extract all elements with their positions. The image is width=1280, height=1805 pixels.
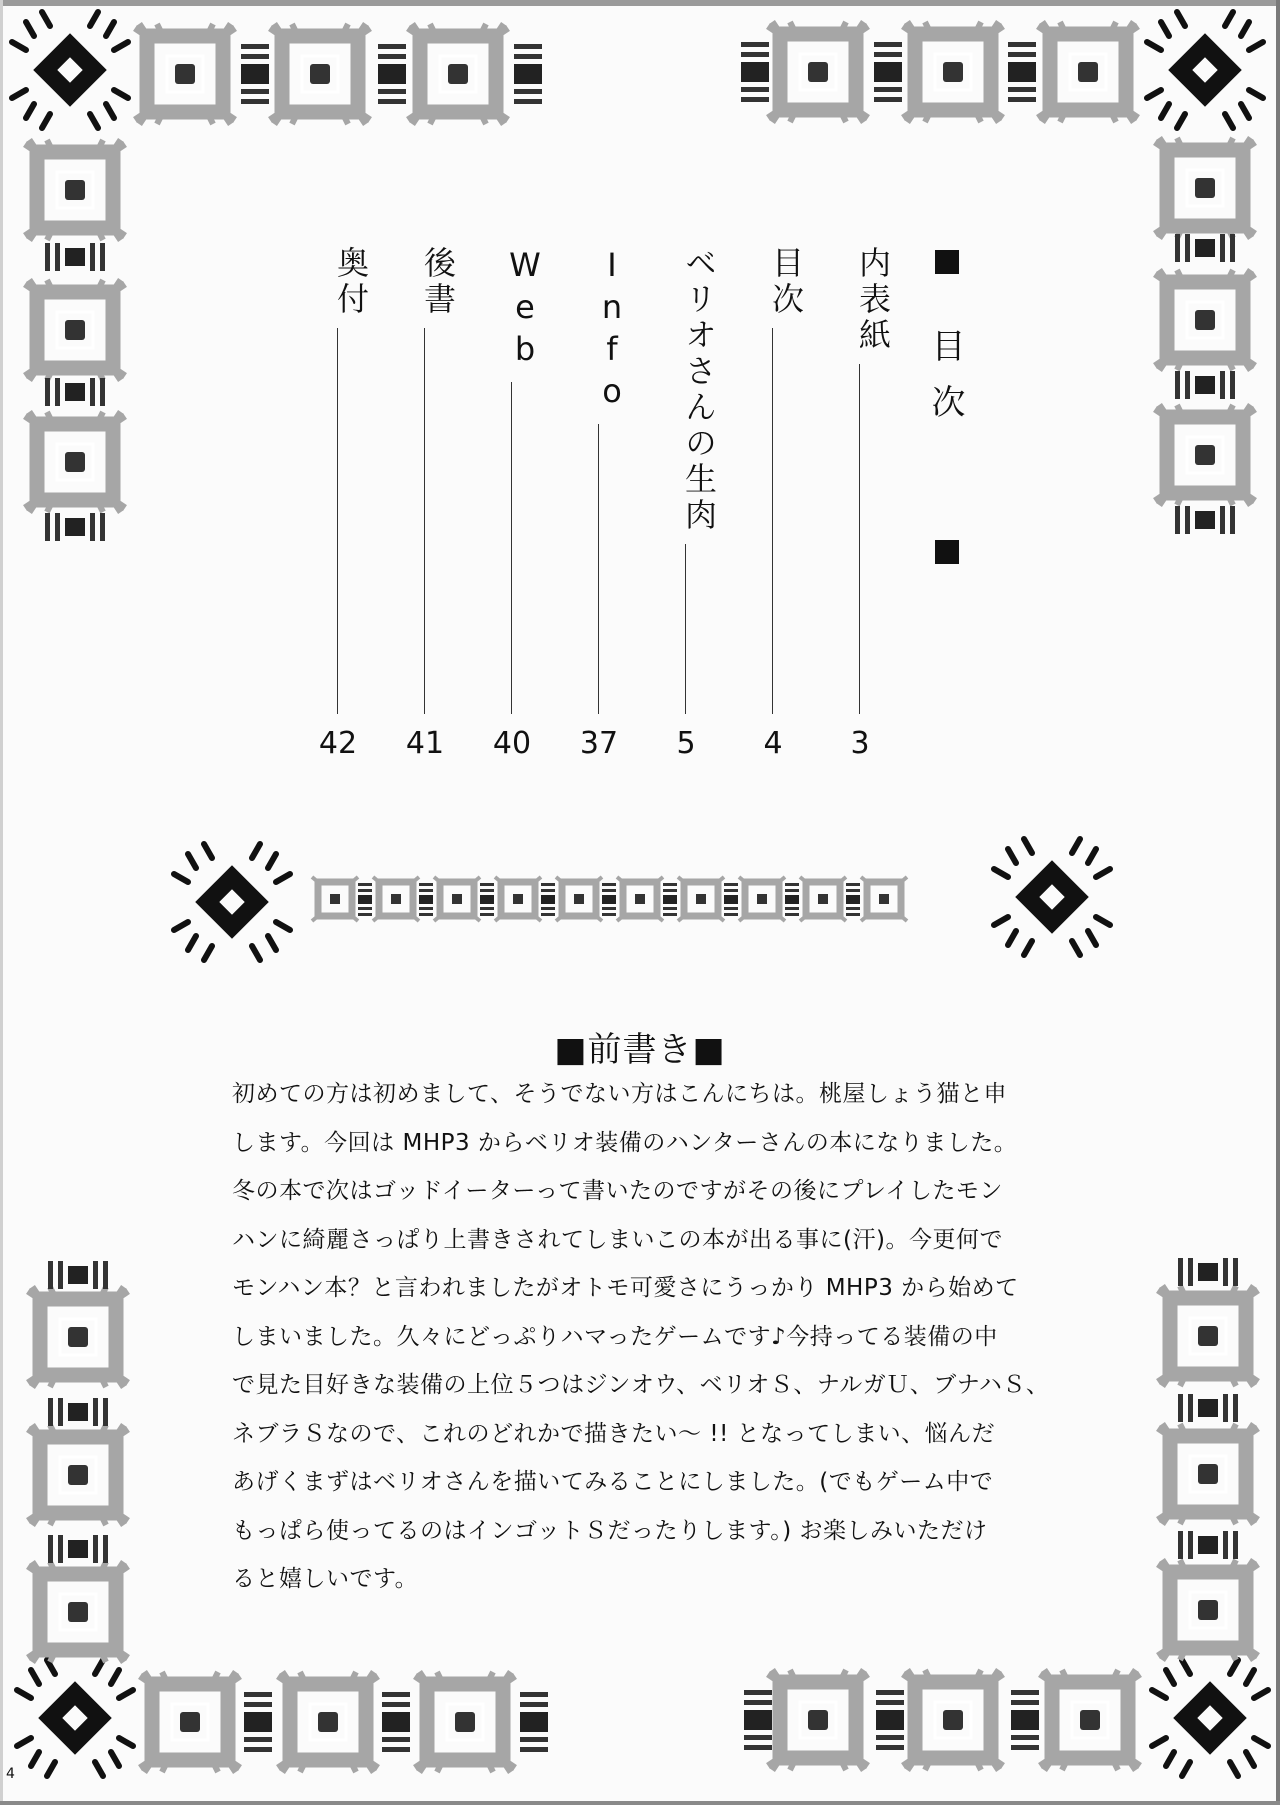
bar-pattern-ornament — [244, 1692, 272, 1752]
box-ornament — [140, 1672, 240, 1772]
bar-pattern-ornament — [785, 883, 799, 916]
box-ornament — [28, 1287, 128, 1387]
box-ornament — [25, 280, 125, 380]
bar-pattern-ornament — [48, 1261, 108, 1289]
sun-ornament-icon — [174, 844, 290, 960]
toc-entry-title: ベリオさんの生肉 — [680, 246, 718, 534]
bar-pattern-ornament — [48, 1398, 108, 1426]
bar-pattern-ornament — [45, 243, 105, 271]
bar-pattern-ornament — [1178, 1258, 1238, 1286]
bar-pattern-ornament — [378, 44, 406, 104]
toc-heading-mark-bottom — [935, 540, 959, 564]
box-ornament — [1155, 405, 1255, 505]
box-ornament — [278, 1672, 378, 1772]
box-ornament — [768, 1670, 868, 1770]
toc-entry-title: Web — [506, 246, 544, 372]
preface-line: ネブラＳなので、これのどれかで描きたい～ !! となってしまい、悩んだ — [232, 1420, 996, 1447]
box-ornament — [25, 140, 125, 240]
box-ornament — [373, 877, 419, 921]
box-ornament — [28, 1562, 128, 1662]
box-ornament — [28, 1425, 128, 1525]
toc-entry-page: 41 — [405, 726, 445, 761]
toc-entry-page: 40 — [492, 726, 532, 761]
toc-entry-page: 3 — [850, 726, 870, 761]
bar-pattern-ornament — [514, 44, 542, 104]
preface-line: モンハン本？と言われましたがオトモ可愛さにうっかり MHP3 から始めて — [232, 1275, 1019, 1301]
toc-entry-leader-line — [772, 328, 773, 714]
bar-pattern-ornament — [1008, 42, 1036, 102]
toc-entry-title: 後書 — [419, 246, 457, 318]
bar-pattern-ornament — [520, 1692, 548, 1752]
box-ornament — [408, 24, 508, 124]
box-ornament — [861, 877, 907, 921]
toc-entry-leader-line — [424, 328, 425, 714]
toc-entry-page: 4 — [763, 726, 783, 761]
toc-entry-leader-line — [598, 424, 599, 714]
sun-ornament-icon — [17, 1660, 133, 1776]
box-ornament — [434, 877, 480, 921]
bar-pattern-ornament — [382, 1692, 410, 1752]
toc-entry-title: 目次 — [767, 246, 805, 318]
toc-entry-leader-line — [337, 328, 338, 714]
toc-heading-mark-top — [935, 250, 959, 274]
box-ornament — [1040, 1670, 1140, 1770]
bar-pattern-ornament — [48, 1535, 108, 1563]
bar-pattern-ornament — [541, 883, 555, 916]
toc-entry-leader-line — [859, 364, 860, 714]
preface-line: ると嬉しいです。 — [232, 1566, 419, 1592]
preface-line: で見た目好きな装備の上位５つはジンオウ、ベリオＳ、ナルガＵ、ブナハＳ、 — [232, 1372, 1050, 1398]
toc-entry-page: 5 — [676, 726, 696, 761]
box-ornament — [678, 877, 724, 921]
box-ornament — [25, 412, 125, 512]
bar-pattern-ornament — [241, 44, 269, 104]
box-ornament — [617, 877, 663, 921]
bar-pattern-ornament — [874, 42, 902, 102]
preface-line: ハンに綺麗さっぱり上書きされてしまいこの本が出る事に(汗)。今更何で — [232, 1226, 1003, 1253]
bar-pattern-ornament — [45, 513, 105, 541]
box-ornament — [1155, 138, 1255, 238]
preface-line: 初めての方は初めまして、そうでない方はこんにちは。桃屋しょう猫と申 — [232, 1081, 1008, 1107]
toc-entry-title: Info — [593, 246, 631, 414]
toc-heading: 目次 — [925, 328, 965, 440]
bar-pattern-ornament — [724, 883, 738, 916]
box-ornament — [768, 22, 868, 122]
bar-pattern-ornament — [419, 883, 433, 916]
preface-body — [232, 1070, 1062, 1604]
toc-entry-page: 37 — [579, 726, 619, 761]
sun-ornament-icon — [1152, 1660, 1268, 1776]
preface-line: もっぱら使ってるのはインゴットＳだったりします。) お楽しみいただけ — [232, 1517, 988, 1544]
preface-title: ■前書き■ — [554, 1030, 726, 1070]
preface-line: 冬の本で次はゴッドイーターって書いたのですがその後にプレイしたモン — [232, 1178, 1003, 1204]
bar-pattern-ornament — [1178, 1531, 1238, 1559]
bar-pattern-ornament — [480, 883, 494, 916]
bar-pattern-ornament — [358, 883, 372, 916]
bar-pattern-ornament — [1175, 234, 1235, 262]
box-ornament — [1155, 270, 1255, 370]
box-ornament — [1158, 1560, 1258, 1660]
bar-pattern-ornament — [663, 883, 677, 916]
bar-pattern-ornament — [1178, 1394, 1238, 1422]
box-ornament — [270, 24, 370, 124]
box-ornament — [903, 1670, 1003, 1770]
toc-entry-page: 42 — [318, 726, 358, 761]
preface-line: しまいました。久々にどっぷりハマったゲームです♪今持ってる装備の中 — [232, 1323, 998, 1350]
box-ornament — [415, 1672, 515, 1772]
sun-ornament-icon — [1147, 12, 1263, 128]
box-ornament — [903, 22, 1003, 122]
box-ornament — [1038, 22, 1138, 122]
sun-ornament-icon — [12, 12, 128, 128]
box-ornament — [1158, 1424, 1258, 1524]
toc-entry-title: 奥付 — [332, 246, 370, 318]
bar-pattern-ornament — [846, 883, 860, 916]
box-ornament — [1158, 1286, 1258, 1386]
preface-line: あげくまずはベリオさんを描いてみることにしました。(でもゲーム中で — [232, 1469, 994, 1495]
page-number: 4 — [6, 1766, 15, 1782]
bar-pattern-ornament — [602, 883, 616, 916]
bar-pattern-ornament — [876, 1690, 904, 1750]
box-ornament — [312, 877, 358, 921]
bar-pattern-ornament — [45, 378, 105, 406]
bar-pattern-ornament — [1175, 371, 1235, 399]
toc-entry-leader-line — [685, 544, 686, 714]
bar-pattern-ornament — [1011, 1690, 1039, 1750]
bar-pattern-ornament — [741, 42, 769, 102]
box-ornament — [135, 24, 235, 124]
bar-pattern-ornament — [744, 1690, 772, 1750]
box-ornament — [800, 877, 846, 921]
sun-ornament-icon — [994, 839, 1110, 955]
box-ornament — [556, 877, 602, 921]
toc-entry-title: 内表紙 — [854, 246, 892, 354]
preface-line: します。今回は MHP3 からベリオ装備のハンターさんの本になりました。 — [232, 1129, 1018, 1156]
box-ornament — [739, 877, 785, 921]
bar-pattern-ornament — [1175, 506, 1235, 534]
toc-entry-leader-line — [511, 382, 512, 714]
box-ornament — [495, 877, 541, 921]
